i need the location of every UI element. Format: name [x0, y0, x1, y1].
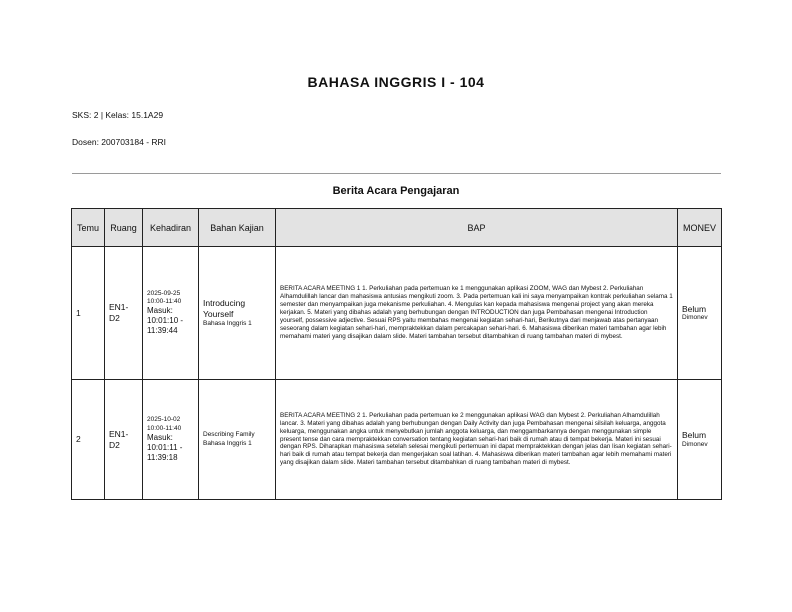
header-kehadiran: Kehadiran — [143, 209, 199, 247]
header-ruang: Ruang — [105, 209, 143, 247]
monev-sub: Dimonev — [682, 440, 708, 448]
header-monev: MONEV — [678, 209, 722, 247]
bap-text: BERITA ACARA MEETING 2 1. Perkuliahan pada pertemuan ke 2 menggunakan aplikasi WAG dan Mybest 2. Perkuliahan Alhamdulillah lancar. 3. Materi yang dibahas adalah yang berhubungan dengan Daily Activity dan juga Pembahasan mengenai silsilah keluarga, anggota keluarga, menggunakan angka untuk menyebutkan jumlah anggota keluarga, dan menggambarkannya dengan menggunakan simple present tense dan cara mempraktekkan conversation tentang kegiatan sehari-hari baik di rumah atau di tempat bekerja. Materi ini sesuai dengan RPS. Diharapkan mahasiswa setelah selesai mengikuti pertemuan ini dapat mempraktekkan dengan jelas dan lisan kegiatan sehari-hari baik di rumah atau tempat bekerja dan mengerjakan soal latihan. 4. Mahasiswa diberikan materi tambahan agar lebih memahami materi yang disajikan dalam slide. Materi tambahan tersebut ditambahkan di ruang tambahan materi di mybest. — [280, 411, 672, 467]
dosen-info: Dosen: 200703184 - RRI — [72, 137, 167, 147]
cell-bap — [276, 247, 678, 380]
bap-text: BERITA ACARA MEETING 1 1. Perkuliahan pada pertemuan ke 1 menggunakan aplikasi ZOOM, WAG dan Mybest 2. Perkuliahan Alhamdulillah lancar dan mahasiswa antusias mengikuti zoom. 3. Pada pertemuan kali ini saya menyampaikan kontrak perkuliahan selama 1 semester dan menyampaikan juga mekanisme perkuliahan. 4. Mengulas kan kepada mahasiswa mengenai project yang akan mereka kerjakan. 5. Materi yang dibahas adalah yang berhubungan dengan INTRODUCTION dan juga Pembahasan mengenai Introduction yourself, possessive adjective. Sesuai RPS yaitu membahas mengenai kegiatan sehari-hari, Berikutnya dari menjawab atas pertanyaan seseorang dalam kegiatan sehari-hari, mempraktekkan dalam percakapan sehari-hari. 6. Mahasiswa diberikan materi tambahan agar lebih memahami materi yang disajikan dalam slide. Materi tambahan tersebut ditambahkan di ruang tambahan materi di mybest. — [280, 285, 673, 340]
header-bahan-kajian: Bahan Kajian — [199, 209, 276, 247]
cell-kehadiran — [143, 380, 199, 500]
cell-bap — [276, 380, 678, 500]
cell-monev — [678, 380, 722, 500]
bahan-title: Introducing Yourself — [203, 298, 246, 319]
monev-status: Belum — [682, 303, 707, 314]
bahan-title: Describing Family — [203, 431, 255, 439]
cell-monev — [678, 247, 722, 380]
bahan-course: Bahasa Inggris 1 — [203, 439, 252, 447]
page-title: BAHASA INGGRIS I - 104 — [307, 74, 485, 90]
kehadiran-masuk-time: 10:01:11 - 11:39:18 — [147, 442, 183, 462]
cell-temu: 1 — [72, 247, 105, 380]
table-row — [72, 380, 722, 500]
monev-sub: Dimonev — [682, 314, 708, 322]
divider — [72, 173, 721, 174]
bap-table — [71, 208, 722, 500]
cell-kehadiran — [143, 247, 199, 380]
kehadiran-time: 10:00-11:40 — [147, 424, 182, 432]
cell-temu: 2 — [72, 380, 105, 500]
sks-kelas-info: SKS: 2 | Kelas: 15.1A29 — [72, 110, 164, 120]
cell-ruang: EN1-D2 — [105, 247, 143, 380]
table-header-row — [72, 209, 722, 247]
header-bap: BAP — [276, 209, 678, 247]
kehadiran-date: 2025-09-25 — [147, 289, 181, 297]
cell-bahan-kajian — [199, 247, 276, 380]
kehadiran-time: 10:00-11:40 — [147, 298, 182, 305]
table-row — [72, 247, 722, 380]
bahan-course: Bahasa Inggris 1 — [203, 319, 252, 327]
kehadiran-masuk-time: 10:01:10 - 11:39:44 — [147, 316, 184, 336]
monev-status: Belum — [682, 430, 707, 441]
section-title: Berita Acara Pengajaran — [332, 185, 460, 197]
cell-ruang: EN1-D2 — [105, 380, 143, 500]
header-temu: Temu — [72, 209, 105, 247]
kehadiran-masuk-label: Masuk: — [147, 306, 173, 316]
kehadiran-date: 2025-10-02 — [147, 416, 181, 424]
kehadiran-masuk-label: Masuk: — [147, 432, 173, 442]
cell-bahan-kajian — [199, 380, 276, 500]
